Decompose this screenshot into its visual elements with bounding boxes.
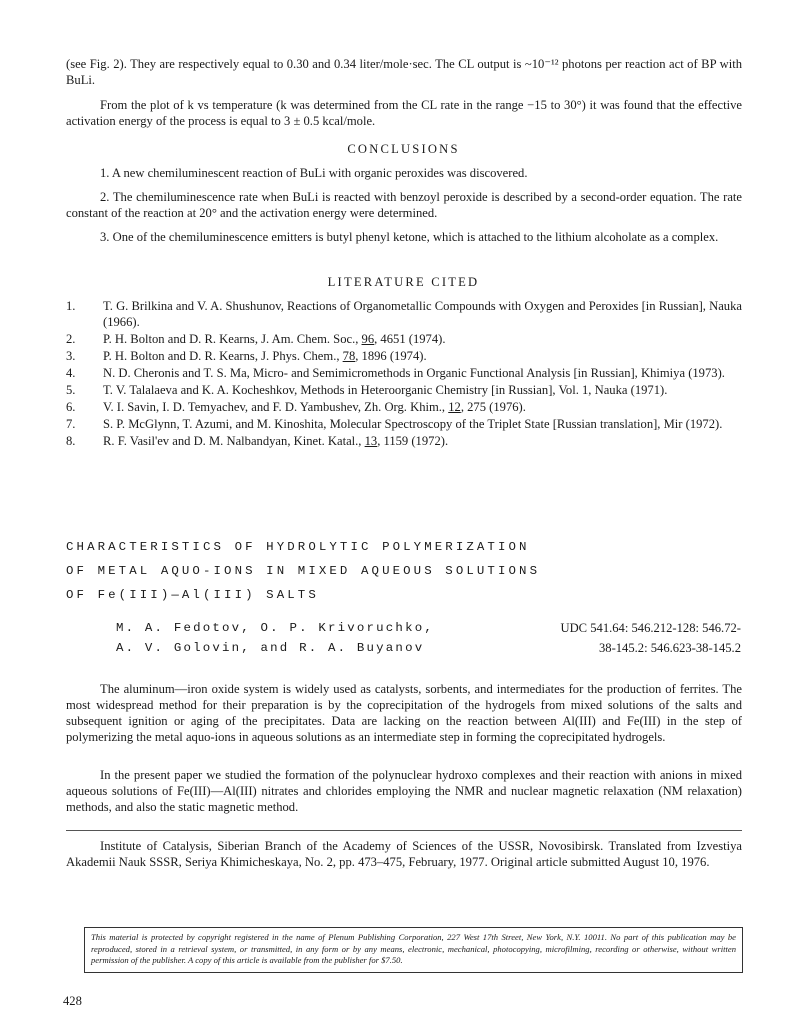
reference-text: P. H. Bolton and D. R. Kearns, J. Phys. Chem., <box>103 349 343 363</box>
intro-paragraph-1: (see Fig. 2). They are respectively equal to 0.30 and 0.34 liter/mole·sec. The CL output is ~10⁻¹² photons per reaction act of BP with BuLi. <box>66 57 742 87</box>
literature-heading: LITERATURE CITED <box>327 275 480 289</box>
institution-footnote: Institute of Catalysis, Siberian Branch of the Academy of Sciences of the USSR, Novosibirsk. Translated from Izvestiya Akademii Nauk SSSR, Seriya Khimicheskaya, No. 2, pp. 473–475, February, 1977. Original article submitted August 10, 1976. <box>66 839 742 869</box>
page-number: 428 <box>63 994 82 1008</box>
reference-item <box>66 365 742 381</box>
reference-text: T. V. Talalaeva and K. A. Kocheshkov, Methods in Heteroorganic Chemistry [in Russian], Vol. 1, Nauka (1971). <box>103 383 668 397</box>
article-title-line-1: CHARACTERISTICS OF HYDROLYTIC POLYMERIZATION <box>66 540 530 554</box>
reference-volume: 78 <box>342 349 356 363</box>
udc-line-1: UDC 541.64: 546.212-128: 546.72- <box>560 621 741 635</box>
reference-number: 8. <box>66 434 76 448</box>
reference-text: N. D. Cheronis and T. S. Ma, Micro- and Semimicromethods in Organic Functional Analysis [in Russian], Khimiya (1973). <box>103 366 725 380</box>
reference-item <box>66 416 742 432</box>
article-title-line-2: OF METAL AQUO-IONS IN MIXED AQUEOUS SOLUTIONS <box>66 564 541 578</box>
reference-text-tail: , 4651 (1974). <box>374 332 446 346</box>
reference-number: 6. <box>66 400 76 414</box>
article-authors <box>116 618 434 658</box>
conclusion-item-1: 1. A new chemiluminescent reaction of BuLi with organic peroxides was discovered. <box>100 166 528 180</box>
reference-text: P. H. Bolton and D. R. Kearns, J. Am. Chem. Soc., <box>103 332 362 346</box>
reference-number: 5. <box>66 383 76 397</box>
article-paragraph-1: The aluminum—iron oxide system is widely used as catalysts, sorbents, and intermediates for the production of ferrites. The most widespread method for their preparation is by the coprecipitation of the hydrogels from mixed solutions of the salts and subsequent ignition or aging of the precipitates. Data are lacking on the reaction between Al(III) and Fe(III) in the step of polymerizing the metal aquo-ions in aqueous solutions as an intermediate step in forming the coprecipitated hydrogels. <box>66 682 742 744</box>
reference-item <box>66 399 742 415</box>
reference-text-tail: , 275 (1976). <box>460 400 526 414</box>
reference-item <box>66 331 742 347</box>
reference-number: 3. <box>66 349 76 363</box>
copyright-notice: This material is protected by copyright registered in the name of Plenum Publishing Corporation, 227 West 17th Street, New York, N.Y. 10011. No part of this publication may be reproduced, stored in a retrieval system, or transmitted, in any form or by any means, electronic, mechanical, photocopying, microfilming, recording or otherwise, without written permission of the publisher. A copy of this article is available from the publisher for $7.50. <box>84 927 743 973</box>
article-title-line-3: OF Fe(III)—Al(III) SALTS <box>66 588 319 602</box>
reference-text: S. P. McGlynn, T. Azumi, and M. Kinoshita, Molecular Spectroscopy of the Triplet State [Russian translation], Mir (1972). <box>103 417 723 431</box>
reference-number: 2. <box>66 332 76 346</box>
reference-item <box>66 382 742 398</box>
udc-classification <box>560 618 741 658</box>
reference-text: V. I. Savin, I. D. Temyachev, and F. D. Yambushev, Zh. Org. Khim., <box>103 400 449 414</box>
conclusions-heading: CONCLUSIONS <box>347 142 460 156</box>
reference-item <box>66 298 742 330</box>
reference-volume: 13 <box>364 434 378 448</box>
reference-number: 7. <box>66 417 76 431</box>
conclusion-item-3: 3. One of the chemiluminescence emitters is butyl phenyl ketone, which is attached to the lithium alcoholate as a complex. <box>100 230 719 244</box>
reference-item <box>66 433 742 449</box>
reference-list <box>66 298 742 450</box>
reference-text-tail: , 1159 (1972). <box>377 434 449 448</box>
reference-item <box>66 348 742 364</box>
conclusion-item-2: 2. The chemiluminescence rate when BuLi is reacted with benzoyl peroxide is described by a second-order equation. The rate constant of the reaction at 20° and the activation energy were determined. <box>66 190 742 220</box>
footnote-divider <box>66 830 742 831</box>
reference-volume: 12 <box>448 400 461 414</box>
reference-text: T. G. Brilkina and V. A. Shushunov, Reactions of Organometallic Compounds with Oxygen and Peroxides [in Russian], Nauka (1966). <box>103 299 742 329</box>
reference-number: 1. <box>66 299 76 313</box>
reference-volume: 96 <box>361 332 375 346</box>
authors-line-1: M. A. Fedotov, O. P. Krivoruchko, <box>116 621 434 635</box>
authors-line-2: A. V. Golovin, and R. A. Buyanov <box>116 641 425 655</box>
intro-paragraph-2: From the plot of k vs temperature (k was determined from the CL rate in the range −15 to 30°) it was found that the effective activation energy of the process is equal to 3 ± 0.5 kcal/mole. <box>66 98 742 128</box>
reference-text: R. F. Vasil'ev and D. M. Nalbandyan, Kinet. Katal., <box>103 434 365 448</box>
article-paragraph-2: In the present paper we studied the formation of the polynuclear hydroxo complexes and their reaction with anions in mixed aqueous solutions of Fe(III)—Al(III) nitrates and chlorides employing the NMR and nuclear magnetic relaxation (NM relaxation) methods, and also the static magnetic method. <box>66 768 742 814</box>
reference-number: 4. <box>66 366 76 380</box>
reference-text-tail: , 1896 (1974). <box>355 349 427 363</box>
udc-line-2: 38-145.2: 546.623-38-145.2 <box>598 641 741 655</box>
